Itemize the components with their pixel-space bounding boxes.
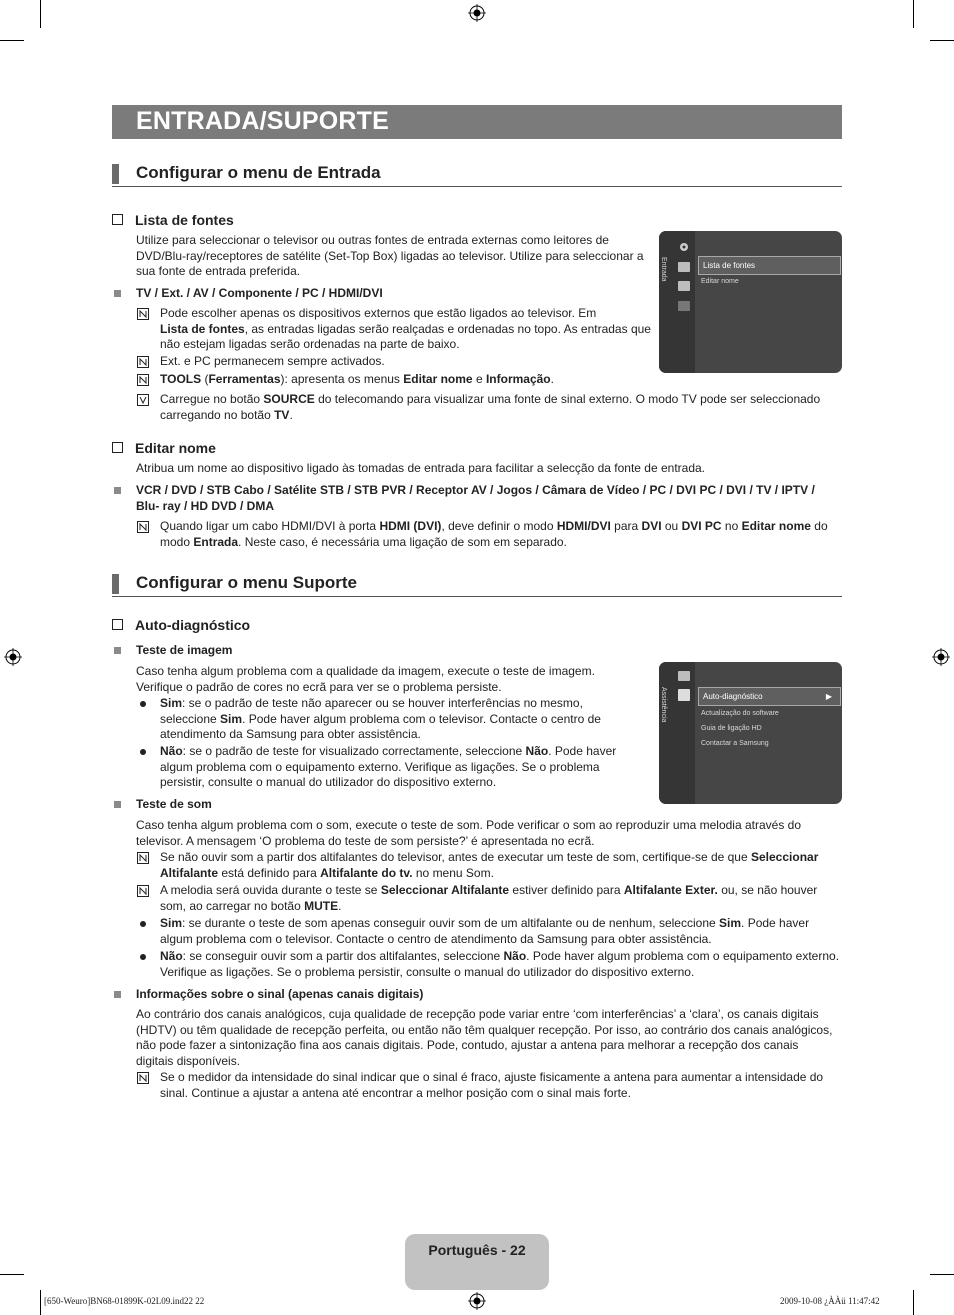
input-icon [678, 262, 690, 272]
section-marker [112, 164, 119, 184]
print-slug-right: 2009-10-08 ¿ÀÀü 11:47:42 [780, 1296, 880, 1306]
note-icon [137, 356, 149, 368]
bullet-icon [140, 921, 146, 927]
gear-icon [678, 241, 690, 253]
note-text: Ext. e PC permanecem sempre activados. [160, 354, 385, 368]
bullet-icon [140, 749, 146, 755]
bullet-text: Sim: se o padrão de teste não aparecer ou se houver interferências no mesmo, seleccione Sim. Pode haver algum problema com o televisor. Contacte o centro de atendimento da Samsung para obter assistência. [160, 696, 601, 742]
menu-item[interactable]: Editar nome [701, 278, 739, 285]
subsection-title: Editar nome [135, 440, 216, 456]
sources-list: TV / Ext. / AV / Componente / PC / HDMI/DVI [136, 286, 383, 300]
subsection-heading [112, 440, 216, 456]
menu-sidebar-label: Entrada [660, 257, 667, 282]
section-marker [112, 574, 119, 594]
paragraph: Atribua um nome ao dispositivo ligado às tomadas de entrada para facilitar a selecção da fonte de entrada. [136, 461, 706, 475]
checkbox-icon [112, 214, 123, 225]
menu-item[interactable]: Actualização do software [701, 710, 779, 717]
bullet-text: Não: se conseguir ouvir som a partir dos altifalantes, seleccione Não. Pode haver algum problema com o equipamento externo. Verifique as ligações. Se o problema persistir, consulte o manual do utilizador do dispositivo externo. [160, 949, 840, 979]
crop-mark [930, 1274, 954, 1275]
bullet-text: Não: se o padrão de teste for visualizado correctamente, seleccione Não. Pode haver algum problema com o equipamento externo. Verifique as ligações. Se o problema persistir, consulte o manual do utilizador do dispositivo externo. [160, 744, 617, 790]
bullet-text: Sim: se durante o teste de som apenas conseguir ouvir som de um altifalante ou de nenhum, seleccione Sim. Pode haver algum problema com o televisor. Contacte o centro de atendimento da Samsung para obter assistência. [160, 916, 810, 946]
square-bullet-icon [114, 801, 121, 808]
crop-mark [0, 40, 24, 41]
square-bullet-icon [114, 647, 121, 654]
registration-mark-icon [468, 4, 486, 22]
note-text: Se não ouvir som a partir dos altifalantes do televisor, antes de executar um teste de som, certifique-se de que Seleccionar Altifalante está definido para Altifalante do tv. no menu Som. [160, 850, 819, 880]
menu-sidebar-label: Assistência [660, 687, 667, 723]
checkbox-icon [112, 619, 123, 630]
section-heading-entrada [112, 164, 842, 187]
crop-mark [913, 0, 914, 28]
crop-mark [930, 40, 954, 41]
note-icon [137, 308, 149, 320]
menu-item-selected[interactable]: Lista de fontes [698, 256, 841, 275]
registration-mark-icon [4, 648, 22, 666]
section-title: Configurar o menu Suporte [136, 573, 357, 592]
note-text: A melodia será ouvida durante o teste se Seleccionar Altifalante estiver definido para Altifalante Exter. ou, se não houver som, ao carregar no botão MUTE. [160, 883, 818, 913]
square-bullet-icon [114, 991, 121, 998]
note-text: Pode escolher apenas os dispositivos externos que estão ligados ao televisor. Em Lista de fontes, as entradas ligadas serão realçadas e ordenadas no topo. As entradas que não estejam ligadas serão ordenadas na parte de baixo. [160, 306, 651, 352]
paragraph: Caso tenha algum problema com o som, execute o teste de som. Pode verificar o som ao reproduzir uma melodia através do televisor. A mensagem ‘O problema do teste de som persiste?’ é apresentada no ecrã. [136, 818, 801, 848]
note-text: TOOLS (Ferramentas): apresenta os menus Editar nome e Informação. [160, 372, 554, 386]
subsection-heading [112, 617, 250, 633]
crop-mark [40, 0, 41, 28]
item-heading: Teste de som [136, 797, 212, 811]
note-icon [137, 852, 149, 864]
note-icon [137, 885, 149, 897]
section-title: Configurar o menu de Entrada [136, 163, 381, 182]
checkbox-icon [112, 442, 123, 453]
bullet-icon [140, 701, 146, 707]
note-text: Se o medidor da intensidade do sinal indicar que o sinal é fraco, ajuste fisicamente a antena para aumentar a intensidade do sinal. Continue a ajustar a antena até encontrar a melhor posição com o sinal mais forte. [160, 1070, 824, 1100]
tv-menu-screenshot-entrada [659, 231, 842, 373]
registration-mark-icon [932, 648, 950, 666]
channel-icon [678, 281, 690, 291]
note-icon [137, 1072, 149, 1084]
print-slug-left: [650-Weuro]BN68-01899K-02L09.ind22 22 [44, 1296, 205, 1306]
item-heading: Teste de imagem [136, 643, 233, 657]
crop-mark [40, 1290, 41, 1315]
menu-item-selected[interactable]: Auto-diagnóstico ▶ [698, 687, 841, 706]
menu-sidebar [659, 662, 695, 804]
menu-item[interactable]: Contactar a Samsung [701, 740, 769, 747]
page-number-tab [405, 1234, 549, 1290]
tv-menu-screenshot-assistencia [659, 662, 842, 804]
arrow-right-icon: ▶ [825, 692, 832, 701]
crop-mark [0, 1274, 24, 1275]
paragraph: Utilize para seleccionar o televisor ou outras fontes de entrada externas como leitores de DVD/Blu-ray/receptores de satélite (Set-Top Box) ligadas ao televisor. Utilize para seleccionar a sua fonte de entrada preferida. [136, 233, 644, 279]
section-heading-suporte [112, 574, 842, 597]
page-title-bar [112, 105, 842, 139]
devices-list: VCR / DVD / STB Cabo / Satélite STB / STB PVR / Receptor AV / Jogos / Câmara de Vídeo / PC / DVI PC / DVI / TV / IPTV / Blu- ray / HD DVD / DMA [136, 483, 815, 513]
paragraph: Ao contrário dos canais analógicos, cuja qualidade de recepção pode variar entre ‘com interferências’ a ‘clara’, os canais digitais (HDTV) ou têm qualidade de recepção perfeita, ou então não têm qualquer recepção. Por isso, ao contrário dos canais analógicos, não pode fazer a sintonização fina aos canais digitais. Pode, contudo, ajustar a antena para melhorar a recepção dos canais digitais disponíveis. [136, 1007, 833, 1068]
remote-icon [137, 394, 149, 406]
menu-item[interactable]: Guia de ligação HD [701, 725, 762, 732]
subsection-title: Auto-diagnóstico [135, 617, 251, 633]
support-icon [678, 301, 690, 311]
crop-mark [913, 1290, 914, 1315]
bullet-icon [140, 954, 146, 960]
item-heading: Informações sobre o sinal (apenas canais digitais) [136, 987, 424, 1001]
page-title: ENTRADA/SUPORTE [136, 107, 390, 135]
note-icon [137, 521, 149, 533]
page-number: Português - 22 [428, 1242, 526, 1258]
subsection-title: Lista de fontes [135, 212, 234, 228]
help-icon [678, 689, 690, 701]
paragraph: Caso tenha algum problema com a qualidade da imagem, execute o teste de imagem. Verifique o padrão de cores no ecrã para ver se o problema persiste. [136, 664, 595, 694]
note-text: Quando ligar um cabo HDMI/DVI à porta HDMI (DVI), deve definir o modo HDMI/DVI para DVI ou DVI PC no Editar nome do modo Entrada. Neste caso, é necessária uma ligação de som em separado. [160, 519, 828, 549]
note-text: Carregue no botão SOURCE do telecomando para visualizar uma fonte de sinal externo. O modo TV pode ser seleccionado carregando no botão TV. [160, 392, 821, 422]
subsection-heading [112, 212, 234, 228]
square-bullet-icon [114, 290, 121, 297]
note-icon [137, 374, 149, 386]
registration-mark-icon [468, 1292, 486, 1310]
square-bullet-icon [114, 487, 121, 494]
input-icon [678, 671, 690, 681]
